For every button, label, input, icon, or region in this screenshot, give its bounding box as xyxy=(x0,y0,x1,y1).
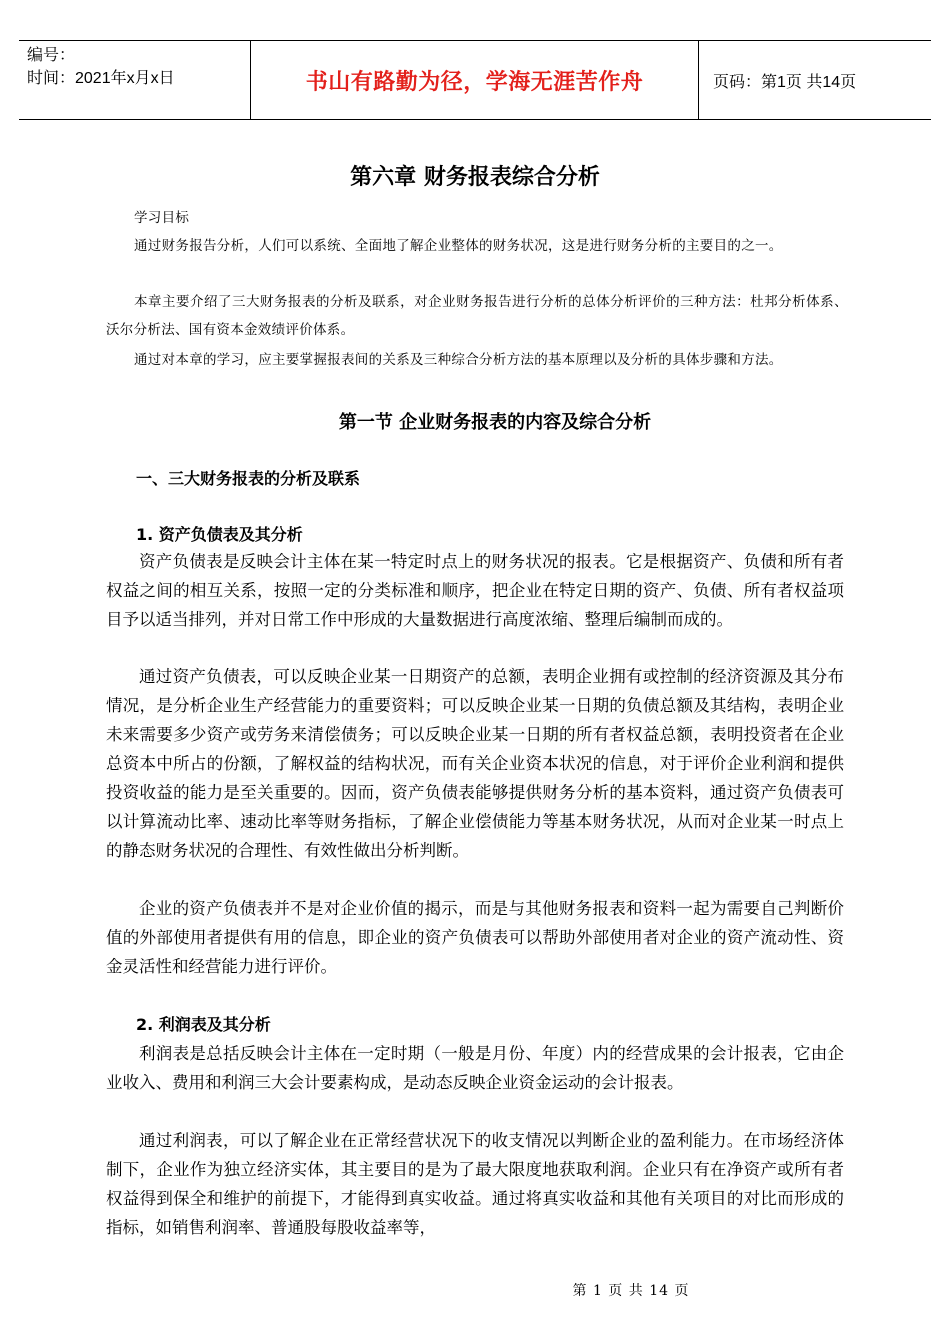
header-page-info-cell xyxy=(699,41,931,119)
income-statement-heading: 2. 利润表及其分析 xyxy=(136,1015,271,1034)
page-footer: 第 1 页 共 14 页 xyxy=(572,1283,690,1299)
header-motto-cell xyxy=(251,41,699,119)
income-statement-paragraph-1: 利润表是总括反映会计主体在一定时期（一般是月份、年度）内的经营成果的会计报表，它由企业收入、费用和利润三大会计要素构成，是动态反映企业资金运动的会计报表。 xyxy=(106,1044,844,1092)
document-number-label: 编号： xyxy=(27,47,76,64)
header-page-info: 页码：第1页 共14页 xyxy=(713,73,857,91)
header-meta xyxy=(19,41,251,119)
balance-sheet-paragraph-2: 通过资产负债表，可以反映企业某一日期资产的总额，表明企业拥有或控制的经济资源及其分布情况，是分析企业生产经营能力的重要资料；可以反映企业某一日期的负债总额及其结构，表明企业未来需要多少资产或劳务来清偿债务；可以反映企业某一日期的所有者权益总额，表明投资者在企业总资本中所占的份额，了解权益的结构状况，而有关企业资本状况的信息，对于评价企业利润和提供投资收益的能力是至关重要的。因而，资产负债表能够提供财务分析的基本资料，通过资产负债表可以计算流动比率、速动比率等财务指标，了解企业偿债能力等基本财务状况，从而对企业某一时点上的静态财务状况的合理性、有效性做出分析判断。 xyxy=(106,667,844,860)
objectives-paragraph-2: 本章主要介绍了三大财务报表的分析及联系，对企业财务报告进行分析的总体分析评价的三种方法：杜邦分析体系、沃尔分析法、国有资本金效绩评价体系。 xyxy=(106,294,848,338)
chapter-title: 第六章 财务报表综合分析 xyxy=(350,165,600,190)
section-title: 第一节 企业财务报表的内容及综合分析 xyxy=(338,412,652,433)
balance-sheet-paragraph-1: 资产负债表是反映会计主体在某一特定时点上的财务状况的报表。它是根据资产、负债和所有者权益之间的相互关系，按照一定的分类标准和顺序，把企业在特定日期的资产、负债、所有者权益项目予以适当排列，并对日常工作中形成的大量数据进行高度浓缩、整理后编制而成的。 xyxy=(106,552,844,629)
document-time-label: 时间：2021年x月x日 xyxy=(27,70,175,87)
balance-sheet-paragraph-3: 企业的资产负债表并不是对企业价值的揭示，而是与其他财务报表和资料一起为需要自己判断价值的外部使用者提供有用的信息，即企业的资产负债表可以帮助外部使用者对企业的资产流动性、资金灵活性和经营能力进行评价。 xyxy=(106,899,844,976)
balance-sheet-heading: 1. 资产负债表及其分析 xyxy=(136,525,303,544)
objectives-heading: 学习目标 xyxy=(134,210,190,226)
document-header xyxy=(19,40,931,120)
objectives-paragraph-3: 通过对本章的学习，应主要掌握报表间的关系及三种综合分析方法的基本原理以及分析的具体步骤和方法。 xyxy=(134,352,783,368)
header-motto: 书山有路勤为径，学海无涯苦作舟 xyxy=(305,69,644,95)
objectives-paragraph-1: 通过财务报告分析，人们可以系统、全面地了解企业整体的财务状况，这是进行财务分析的主要目的之一。 xyxy=(134,238,783,254)
income-statement-paragraph-2: 通过利润表，可以了解企业在正常经营状况下的收支情况以判断企业的盈利能力。在市场经济体制下，企业作为独立经济实体，其主要目的是为了最大限度地获取利润。企业只有在净资产或所有者权益得到保全和维护的前提下，才能得到真实收益。通过将真实收益和其他有关项目的对比而形成的指标，如销售利润率、普通股每股收益率等， xyxy=(106,1131,844,1237)
subsection-title: 一、三大财务报表的分析及联系 xyxy=(136,469,361,488)
